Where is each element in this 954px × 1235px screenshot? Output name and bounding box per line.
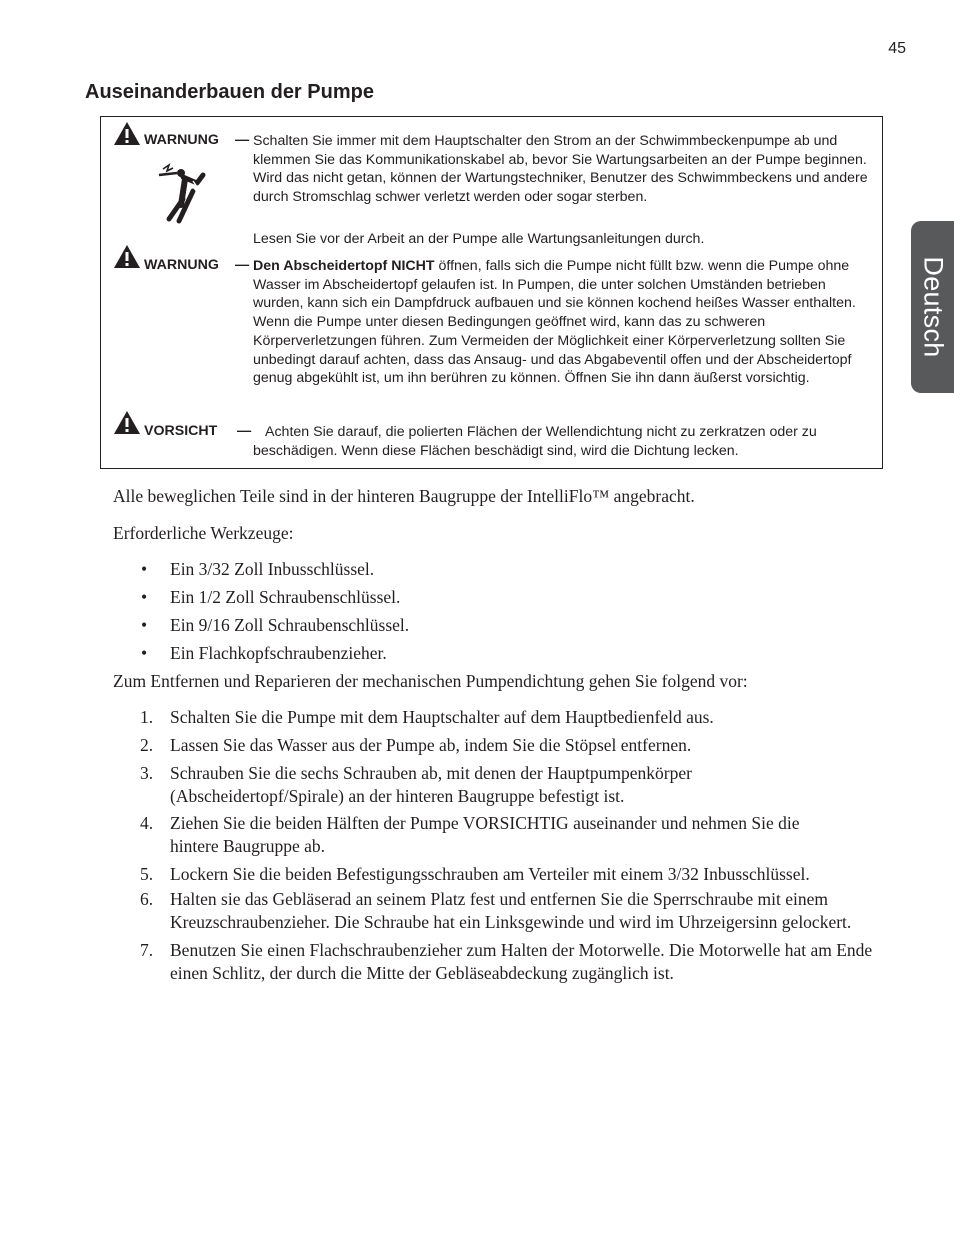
electric-shock-icon	[157, 161, 209, 225]
warning-signal-word: WARNUNG	[144, 257, 219, 273]
caution-signal-word: VORSICHT	[144, 423, 218, 439]
warning-bold-lead: Den Abscheidertopf NICHT	[253, 258, 435, 274]
warning-dash: —	[235, 257, 250, 273]
warning-dash: —	[235, 132, 250, 148]
warning-text	[253, 257, 873, 388]
tools-heading: Erforderliche Werkzeuge:	[113, 523, 294, 543]
intro-paragraph: Alle beweglichen Teile sind in der hinteren Baugruppe der IntelliFlo™ angebracht.	[113, 486, 695, 506]
language-tab	[911, 221, 954, 393]
page-number: 45	[888, 40, 906, 57]
warning-triangle-icon	[113, 121, 141, 146]
procedure-intro: Zum Entfernen und Reparieren der mechanischen Pumpendichtung gehen Sie folgend vor:	[113, 671, 748, 691]
warning-triangle-icon	[113, 410, 141, 435]
caution-text: Achten Sie darauf, die polierten Flächen der Wellendichtung nicht zu zerkratzen oder zu beschädigen. Wenn diese Flächen beschädigt sind, wird die Dichtung lecken.	[253, 424, 817, 459]
warning-text: Schalten Sie immer mit dem Hauptschalter den Strom an der Schwimmbeckenpumpe ab und klemmen Sie das Kommunikationskabel ab, bevor Sie Wartungsarbeiten an der Pumpe beginnen. Wird das nicht getan, können der Wartungstechniker, Benutzer des Schwimmbeckens und andere durch Stromschlag schwer verletzt werden oder sogar sterben.	[253, 133, 868, 206]
warning-triangle-icon	[113, 244, 141, 269]
warning-text-body: öffnen, falls sich die Pumpe nicht füllt bzw. wenn die Pumpe ohne Wasser im Abscheidertopf gelaufen ist. In Pumpen, die unter solchen Umständen betrieben wurden, kann sich ein Dampfdruck aufbauen und sie können kochend heißes Wasser enthalten. Wenn die Pumpe unter diesen Bedingungen geöffnet wird, kann das zu schweren Körperverletzungen führen. Zum Vermeiden der Möglichkeit einer Körperverletzung sollten Sie unbedingt darauf achten, dass das Ansaug- und das Abgabeventil offen und der Abscheidertopf genug abgekühlt ist, um ihn berühren zu können. Öffnen Sie ihn dann äußerst vorsichtig.	[253, 258, 856, 387]
warning-signal-word: WARNUNG	[144, 132, 219, 148]
warning-text-secondary: Lesen Sie vor der Arbeit an der Pumpe alle Wartungsanleitungen durch.	[253, 231, 705, 247]
safety-warning-box	[100, 116, 883, 469]
caution-dash: —	[237, 423, 252, 439]
section-title: Auseinanderbauen der Pumpe	[85, 81, 374, 103]
language-tab-label: Deutsch	[918, 256, 948, 358]
